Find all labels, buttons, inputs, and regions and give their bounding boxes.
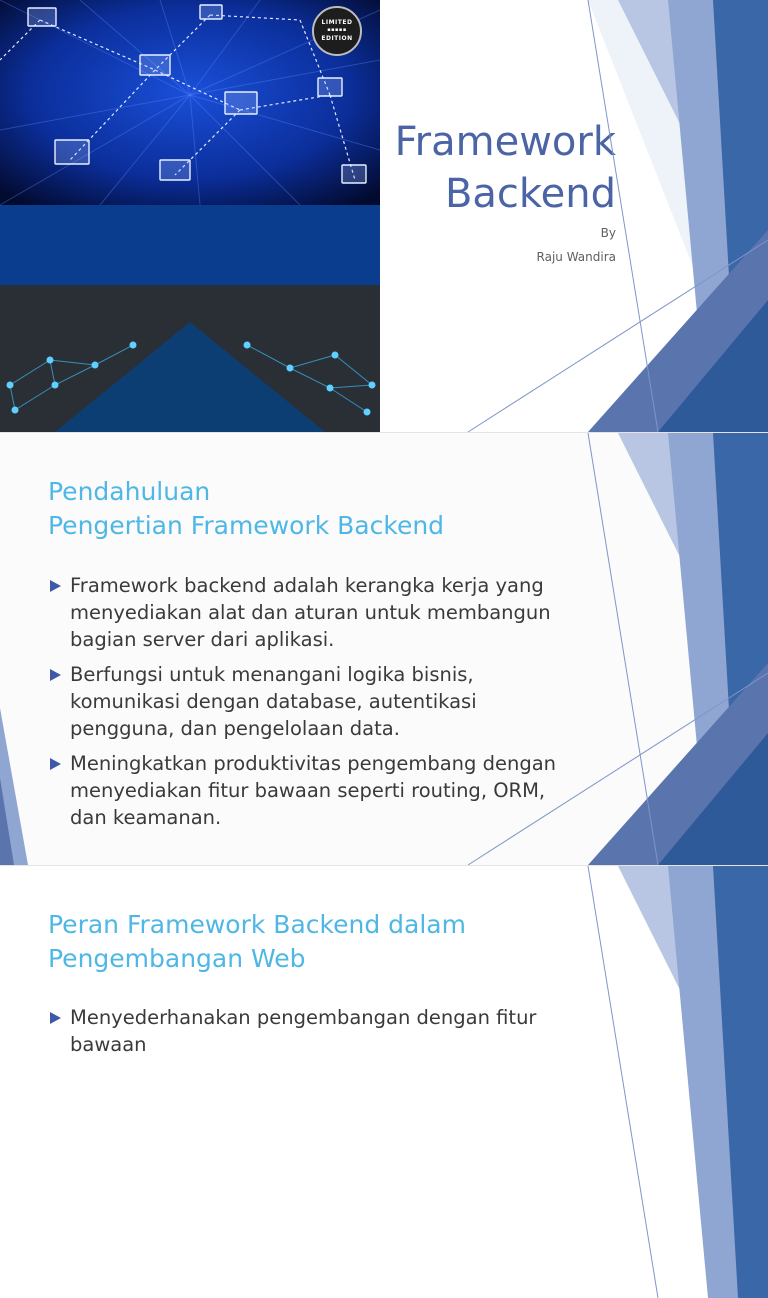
bullet-text: Framework backend adalah kerangka kerja yang menyediakan alat dan aturan untuk membangun bagian server dari aplikasi. [70,574,551,651]
section-heading [48,908,466,976]
list-item [48,661,568,742]
slide-title-line-2: Backend [444,171,616,217]
bullet-arrow-icon [50,669,61,681]
network-illustration [0,0,380,432]
bullet-text: Menyederhanakan pengembangan dengan fitur bawaan [70,1006,537,1056]
facet-decoration [588,433,768,865]
section-heading-line-2: Pengertian Framework Backend [48,511,445,540]
list-item [48,1004,568,1058]
bullet-list [48,572,568,839]
section-heading [48,475,444,543]
bullet-text: Berfungsi untuk menangani logika bisnis, komunikasi dengan database, autentikasi pengguna, dan pengelolaan data. [70,663,477,740]
section-heading-line-1: Pendahuluan [48,477,211,506]
role-slide [0,866,768,1056]
byline-label: By [600,226,616,240]
section-heading-line-1: Peran Framework Backend dalam [48,910,466,939]
badge-line-3: EDITION [321,35,353,42]
intro-slide [0,433,768,865]
facet-decoration [588,0,768,432]
slide-title [395,116,616,220]
bullet-text: Meningkatkan produktivitas pengembang dengan menyediakan fitur bawaan seperti routing, ORM, dan keamanan. [70,752,557,829]
section-heading-line-2: Pengembangan Web [48,944,306,973]
cover-image [0,0,380,432]
badge-line-2: ▪▪▪▪▪ [327,27,347,33]
slide-title-line-1: Framework [394,119,616,165]
left-facet-decoration [0,688,28,865]
bullet-list [48,1004,568,1066]
list-item [48,750,568,831]
bullet-arrow-icon [50,1012,61,1024]
facet-decoration [588,866,768,1298]
title-slide [0,0,768,432]
limited-edition-badge [312,6,362,56]
badge-line-1: LIMITED [321,19,353,26]
bullet-arrow-icon [50,758,61,770]
author-name: Raju Wandira [536,250,616,264]
bullet-arrow-icon [50,580,61,592]
list-item [48,572,568,653]
